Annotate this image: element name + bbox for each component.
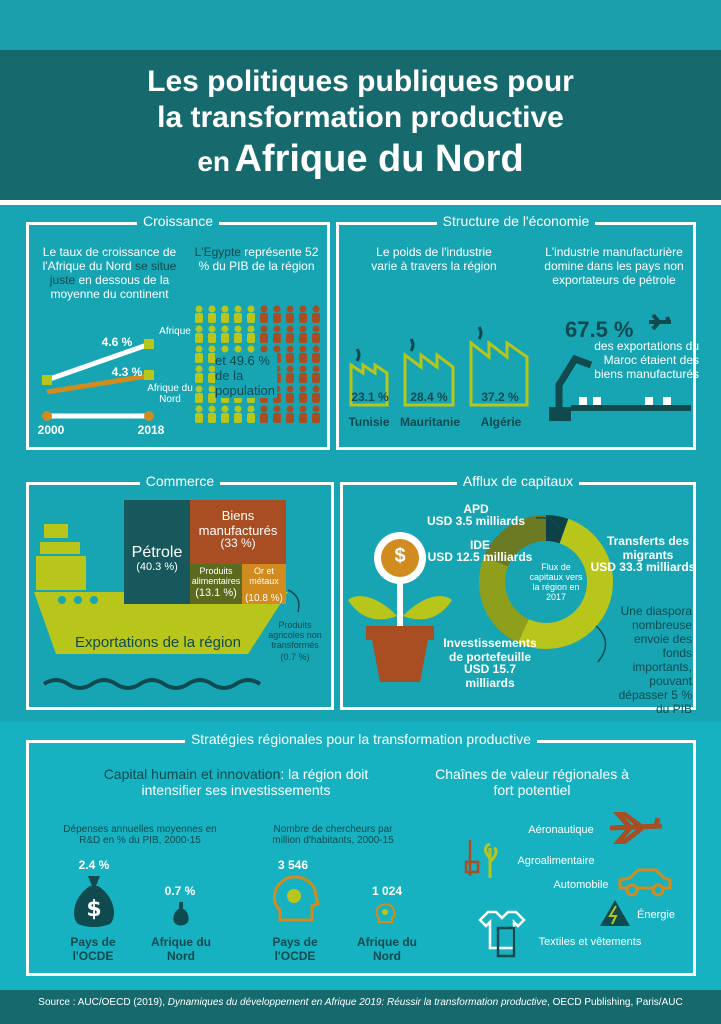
moneybag-large-icon [70,874,118,928]
head-bulb-small-icon [374,902,396,924]
biens-value: (33 %) [220,536,256,550]
ide-value: USD 12.5 milliards [427,550,533,564]
chaine-aeronautique: Aéronautique [528,824,594,836]
chaines-title: Chaînes de valeur régionales à fort potentiel [435,766,629,798]
rd-ocde-value: 2.4 % [78,858,110,872]
person-icon [260,306,268,324]
textile-icon [478,908,526,958]
person-icon [286,366,294,384]
value-north-africa: 4.3 % [111,365,143,379]
person-icon [286,406,294,424]
diaspora-text: Une diaspora nombreuse envoie des fonds importants, pouvant dépasser 5 % du PIB [618,604,692,716]
person-icon [247,406,255,424]
section-title-structure: Structure de l'économie [437,213,596,229]
petrole-value: (40.3 %) [136,561,178,573]
person-icon [247,306,255,324]
invest-label: Investissements de portefeuille [443,636,537,664]
factory-country-tunisie: Tunisie [348,415,390,429]
donut-center-label: Flux de capitaux vers la région en 2017 [529,562,583,602]
person-icon [299,326,307,344]
factory-value-tunisie: 23.1 % [351,390,389,404]
person-icon [208,306,216,324]
page-title: Les politiques publiques pour la transformation productive en Afrique du Nord [147,65,574,180]
section-structure [336,213,699,450]
agri-value: (0.7 %) [280,652,310,662]
chaine-energie: Énergie [637,909,675,921]
transferts-label: Transferts des migrants [606,534,690,562]
agri-label: Produits agricoles non transformés [268,620,322,650]
transferts-value: USD 33.3 milliards [590,560,696,574]
person-icon [312,366,320,384]
manufacturing-text: L'industrie manufacturière domine dans les pays non exportateurs de pétrole [544,245,684,287]
chaine-textiles: Textiles et vêtements [538,936,642,948]
svg-text:$: $ [86,897,102,922]
industry-text: Le poids de l'industrie varie à travers la région [371,245,497,273]
africa-start-marker [42,375,52,385]
apd-value: USD 3.5 milliards [426,514,526,528]
cherch-ocde-label: Pays de l'OCDE [272,935,318,963]
person-icon [221,406,229,424]
person-icon [260,406,268,424]
person-icon [312,306,320,324]
person-icon [195,386,203,404]
label-africa: Afrique [159,326,191,337]
person-icon [299,406,307,424]
section-croissance [26,213,330,450]
factory-value-mauritanie: 28.4 % [410,390,448,404]
person-icon [299,366,307,384]
or-value: (10.8 %) [245,593,283,604]
person-icon [195,366,203,384]
person-icon [195,406,203,424]
year-start: 2000 [37,423,65,437]
cherch-ocde-value: 3 546 [277,858,309,872]
person-icon [221,306,229,324]
person-icon [299,346,307,364]
rd-afn-label: Afrique du Nord [151,935,211,963]
person-icon [234,306,242,324]
person-icon [312,346,320,364]
airplane-icon [647,313,673,331]
section-title-capitaux: Afflux de capitaux [457,473,579,489]
energy-icon [598,898,632,928]
rd-ocde-label: Pays de l'OCDE [70,935,116,963]
year-end: 2018 [137,423,165,437]
growth-text: Le taux de croissance de l'Afrique du Nord se situe juste en dessous de la moyenne du continent [42,245,177,301]
big-value-morocco: 67.5 % [565,317,634,342]
person-icon [312,326,320,344]
person-icon [195,346,203,364]
section-title-croissance: Croissance [137,213,219,229]
morocco-text: des exportations du Maroc étaient des biens manufacturés [594,339,699,381]
person-icon [299,386,307,404]
agriculture-icon [464,838,502,880]
axis-end-dot [144,411,154,421]
person-icon [286,326,294,344]
value-africa: 4.6 % [101,335,133,349]
egypt-text: L'Egypte représente 52 % du PIB de la région [194,245,319,273]
cherch-title: Nombre de chercheurs par million d'habitants, 2000-15 [272,824,394,846]
person-icon [312,386,320,404]
moneybag-small-icon [172,902,190,926]
person-icon [312,406,320,424]
person-icon [195,326,203,344]
capital-text: Capital humain et innovation: la région doit intensifier ses investissements [103,766,369,798]
airplane-large-icon [608,812,664,844]
produits-value: (13.1 %) [195,587,237,599]
ide-label: IDE [469,538,490,552]
apd-label: APD [463,502,489,516]
cherch-afn-value: 1 024 [371,884,403,898]
petrole-label: Pétrole [131,544,183,561]
chaine-automobile: Automobile [553,879,609,891]
axis-start-dot [42,411,52,421]
person-icon [234,326,242,344]
invest-value: USD 15.7 milliards [463,662,517,690]
person-icon [234,406,242,424]
person-icon [286,306,294,324]
person-icon [286,346,294,364]
africa-end-marker [144,339,154,349]
dollar-symbol: $ [394,545,406,567]
factory-country-algerie: Algérie [480,415,522,429]
chaine-agroalimentaire: Agroalimentaire [517,855,595,867]
rd-title: Dépenses annuelles moyennes en R&D en % du PIB, 2000-15 [63,824,217,846]
apd-connector-icon [536,514,566,532]
person-icon [273,326,281,344]
person-icon [208,406,216,424]
rd-afn-value: 0.7 % [164,884,196,898]
car-icon [616,866,674,898]
produits-label: Produits alimentaires [191,566,241,586]
person-icon [299,306,307,324]
person-icon [195,306,203,324]
section-title-commerce: Commerce [140,473,220,489]
person-icon [208,326,216,344]
label-north-africa: Afrique du Nord [147,383,193,405]
egypt-pop-text: et 49.6 % de la population [215,353,275,398]
section-title-strategies: Stratégies régionales pour la transformation productive [185,731,537,747]
cherch-afn-label: Afrique du Nord [357,935,417,963]
person-icon [260,326,268,344]
person-icon [247,326,255,344]
person-icon [273,306,281,324]
ship-label: Exportations de la région [75,634,241,651]
robot-arm-icon [545,345,695,425]
person-icon [286,386,294,404]
source-text: Source : AUC/OECD (2019), Dynamiques du développement en Afrique 2019: Réussir la transformation productive, OECD Publishing, Paris/AUC [38,997,683,1008]
person-icon [221,326,229,344]
callout-arrow-icon [286,588,306,614]
head-bulb-large-icon [270,874,320,924]
top-band [0,0,721,50]
person-icon [273,406,281,424]
or-label: Or et métaux [249,566,279,586]
biens-label: Biens manufacturés [198,508,278,538]
factory-value-algerie: 37.2 % [481,390,519,404]
factory-country-mauritanie: Mauritanie [399,415,460,429]
